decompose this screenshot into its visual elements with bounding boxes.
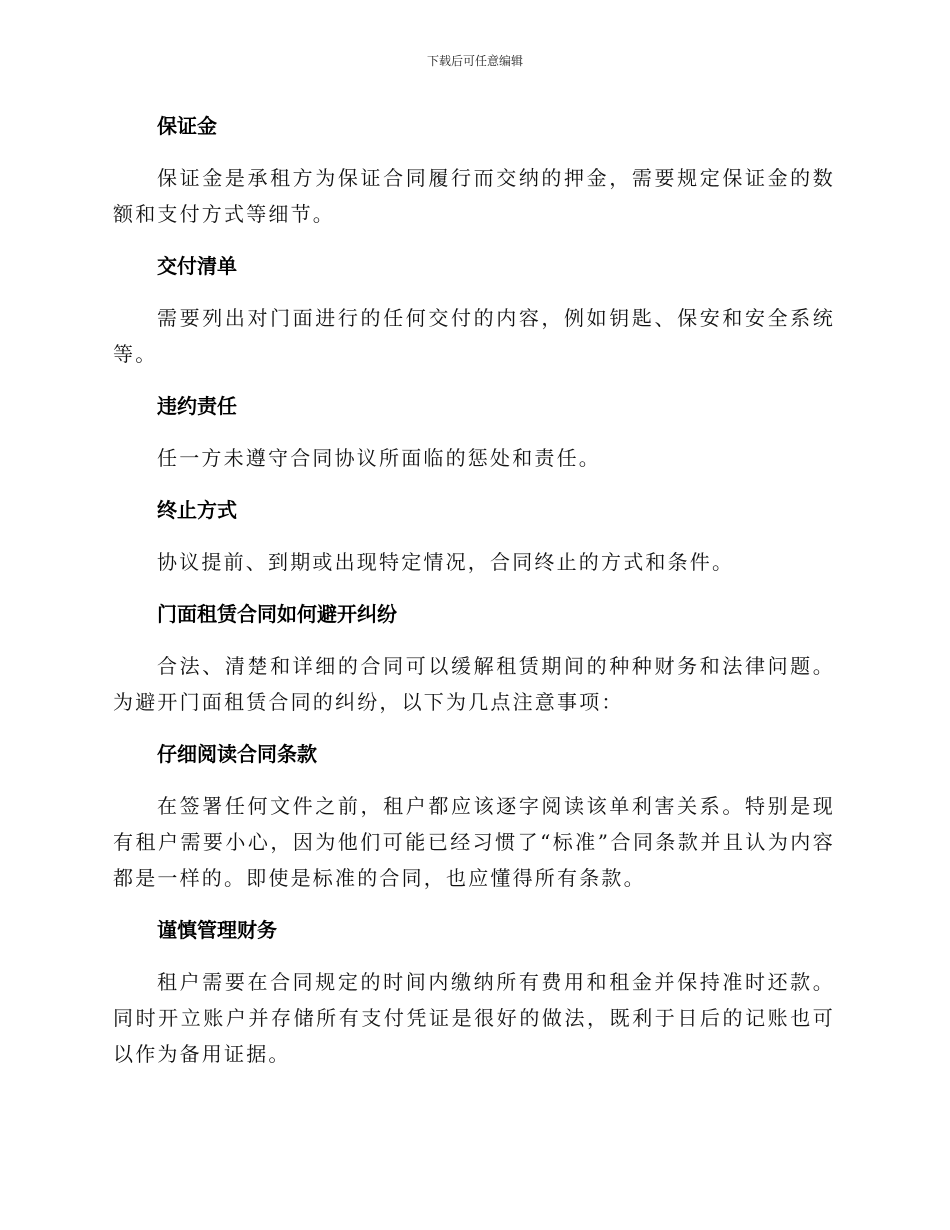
section-paragraph: 保证金是承租方为保证合同履行而交纳的押金，需要规定保证金的数额和支付方式等细节。 (113, 166, 835, 226)
section-manage-finances (113, 912, 835, 1072)
section-avoid-disputes (113, 596, 835, 720)
section-heading: 门面租赁合同如何避开纠纷 (157, 602, 397, 626)
section-paragraph: 任一方未遵守合同协议所面临的惩处和责任。 (157, 446, 601, 470)
section-read-terms (113, 736, 835, 896)
section-termination (113, 492, 835, 580)
section-paragraph: 在签署任何文件之前，租户都应该逐字阅读该单利害关系。特别是现有租户需要小心，因为他们可能已经习惯了“标准”合同条款并且认为内容都是一样的。即使是标准的合同，也应懂得所有条款。 (113, 794, 835, 890)
section-paragraph: 租户需要在合同规定的时间内缴纳所有费用和租金并保持准时还款。同时开立账户并存储所有支付凭证是很好的做法，既利于日后的记账也可以作为备用证据。 (113, 970, 835, 1066)
section-deposit (113, 108, 835, 232)
section-delivery-list (113, 248, 835, 372)
section-heading: 交付清单 (157, 254, 237, 278)
section-heading: 保证金 (157, 114, 217, 138)
section-heading: 违约责任 (157, 394, 237, 418)
section-heading: 谨慎管理财务 (157, 918, 277, 942)
section-paragraph: 协议提前、到期或出现特定情况，合同终止的方式和条件。 (157, 550, 735, 574)
section-paragraph: 合法、清楚和详细的合同可以缓解租赁期间的种种财务和法律问题。为避开门面租赁合同的纠纷，以下为几点注意事项： (113, 654, 835, 714)
section-heading: 仔细阅读合同条款 (157, 742, 317, 766)
page-header: 下载后可任意编辑 (426, 54, 523, 68)
document-body (113, 108, 835, 1088)
section-paragraph: 需要列出对门面进行的任何交付的内容，例如钥匙、保安和安全系统等。 (113, 306, 835, 366)
section-heading: 终止方式 (157, 498, 237, 522)
section-breach-liability (113, 388, 835, 476)
